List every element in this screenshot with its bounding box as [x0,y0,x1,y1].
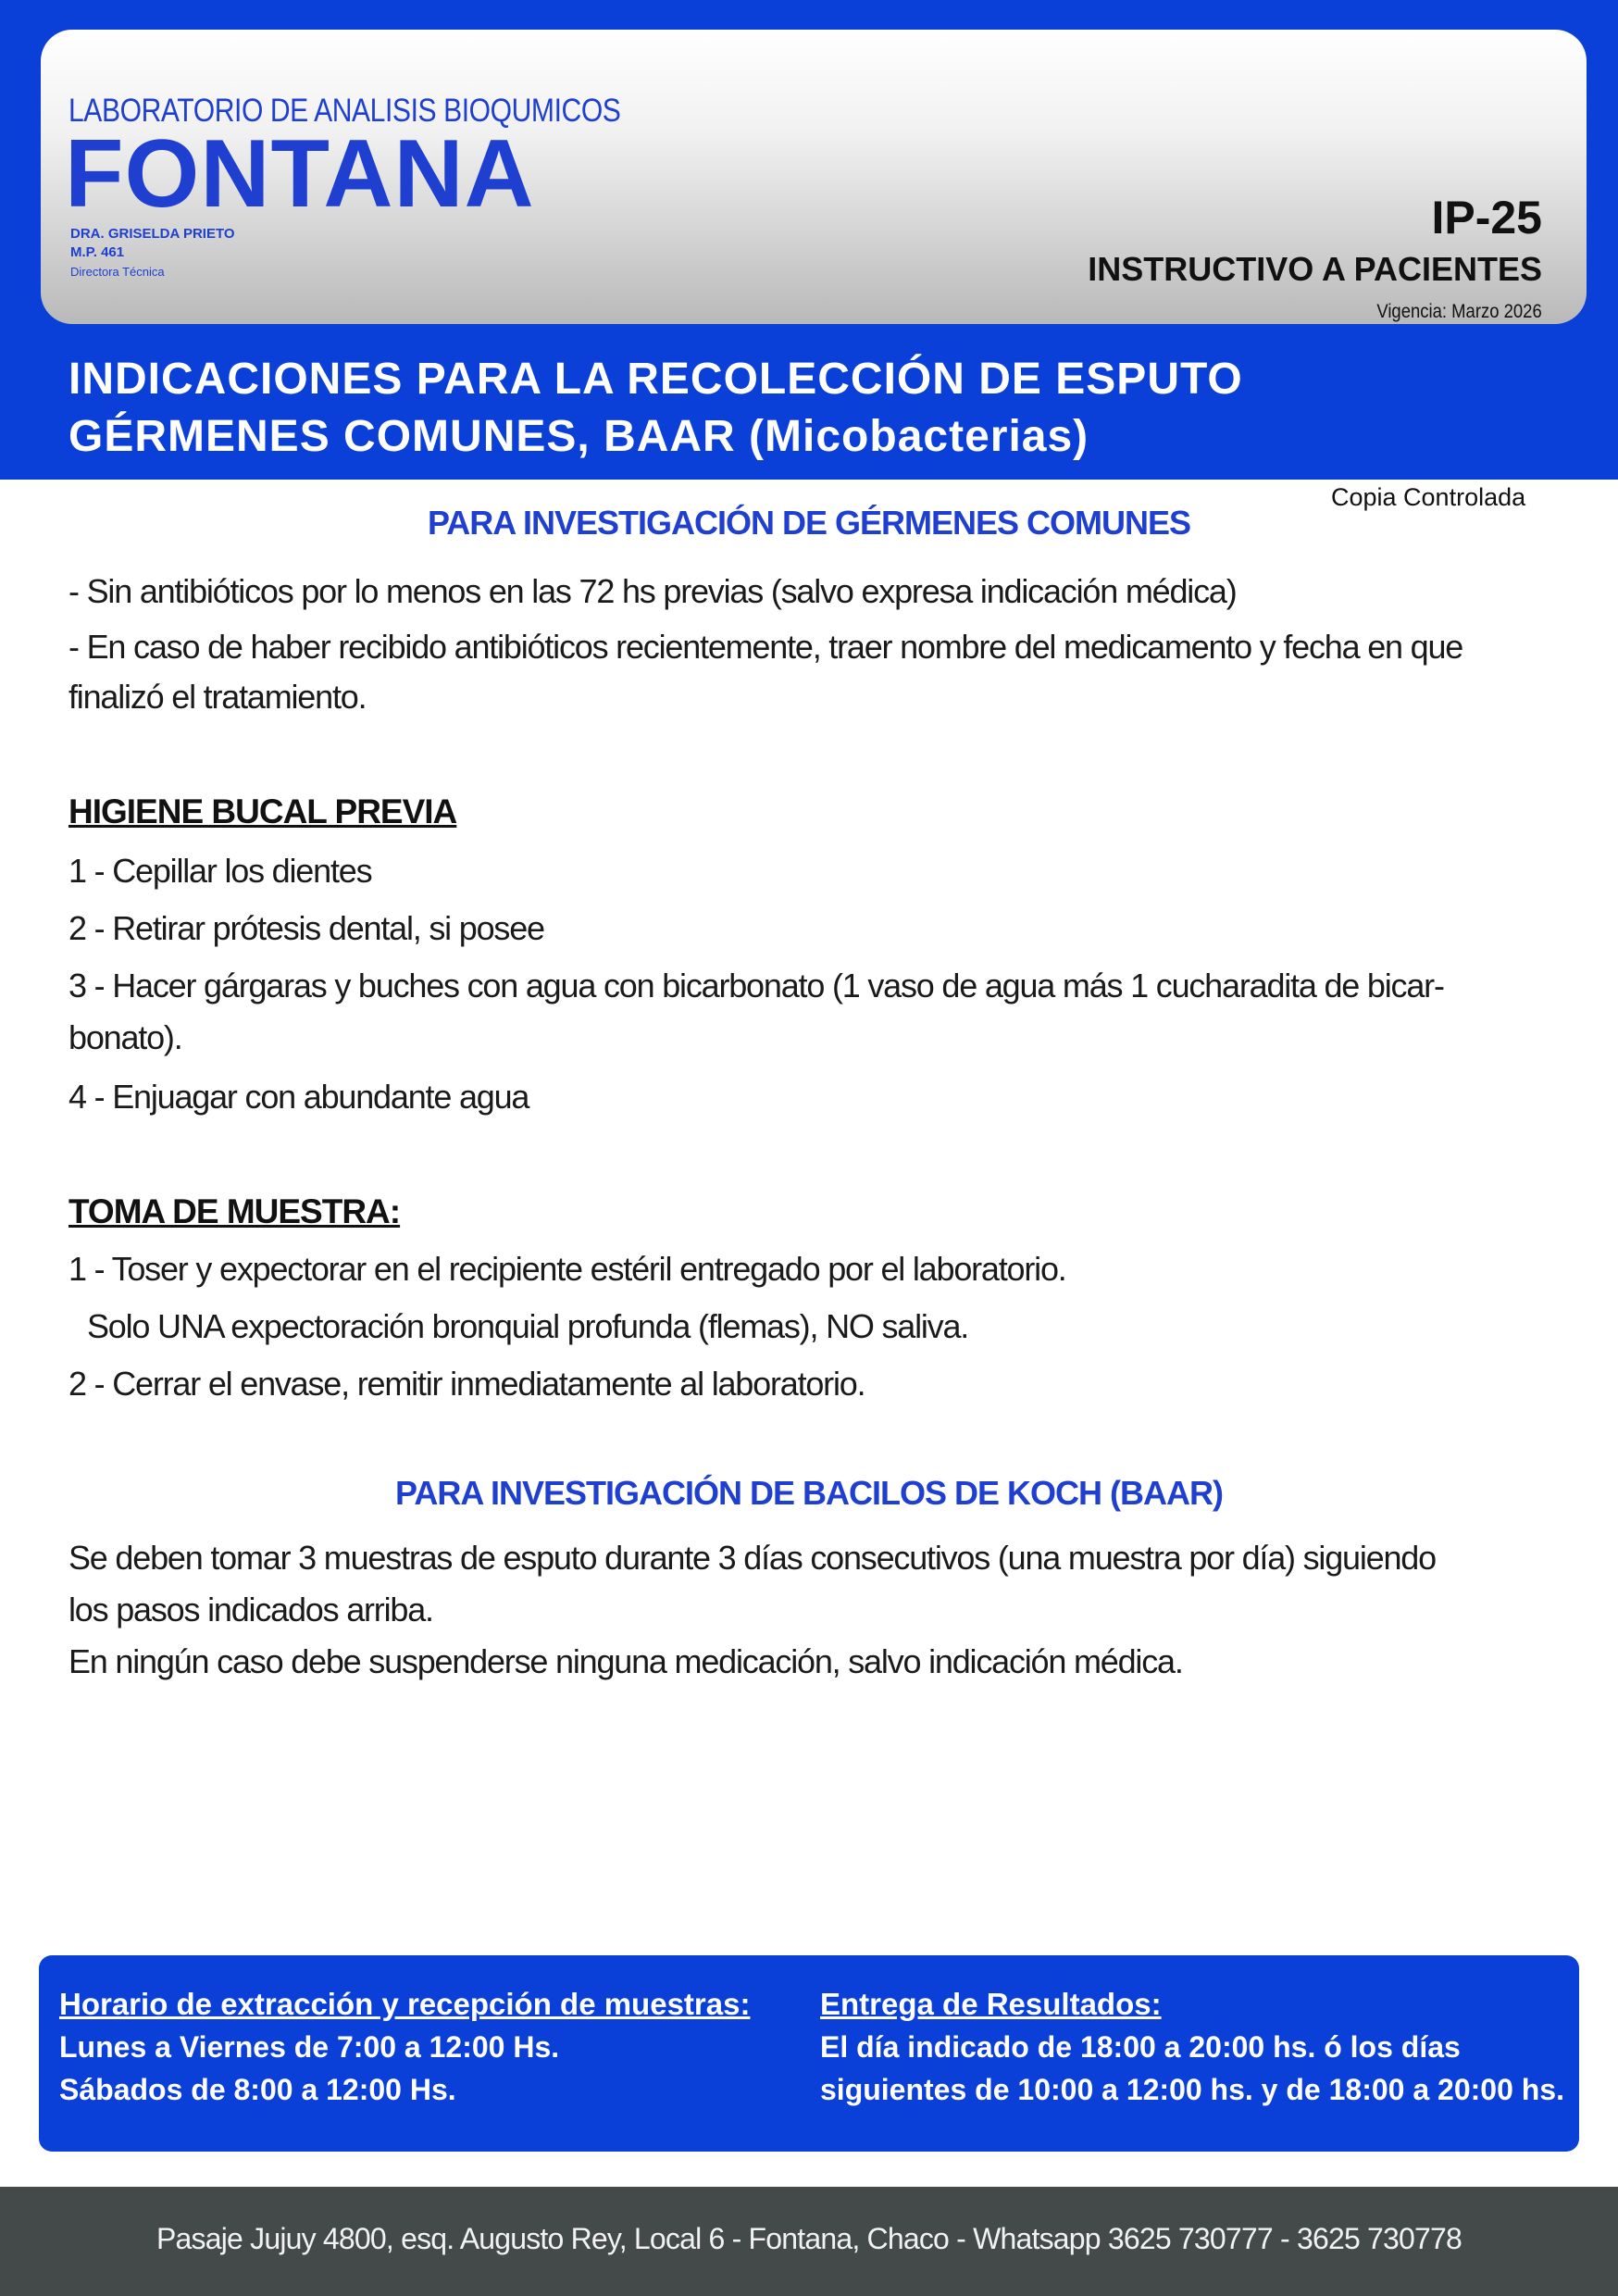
sample-hours-column [59,1983,750,2111]
document-type: INSTRUCTIVO A PACIENTES [1088,250,1542,288]
sample-step: Solo UNA expectoración bronquial profunda (flemas), NO saliva. [87,1307,969,1345]
sample-step: 2 - Cerrar el envase, remitir inmediatamente al laboratorio. [68,1365,865,1403]
section-heading-koch: PARA INVESTIGACIÓN DE BACILOS DE KOCH (BAAR) [394,1474,1224,1512]
koch-instruction-line: los pasos indicados arriba. [68,1591,433,1628]
instruction-line: - Sin antibióticos por lo menos en las 72 hs previas (salvo expresa indicación médica) [68,572,1237,610]
page-title-line-2: GÉRMENES COMUNES, BAAR (Micobacterias) [68,412,1089,461]
header-card [41,30,1587,324]
director-license: M.P. 461 [70,244,125,260]
koch-instruction-line: Se deben tomar 3 muestras de esputo durante 3 días consecutivos (una muestra por día) siguiendo [68,1539,1436,1577]
koch-instruction-line: En ningún caso debe suspenderse ninguna medicación, salvo indicación médica. [68,1642,1183,1680]
document-code: IP-25 [1431,192,1542,243]
results-hours-title: Entrega de Resultados: [820,1987,1162,2021]
sample-hours-line: Lunes a Viernes de 7:00 a 12:00 Hs. [59,2030,560,2064]
footer-bar [0,2187,1618,2296]
document-validity: Vigencia: Marzo 2026 [1376,301,1542,322]
copy-note: Copia Controlada [1331,483,1526,511]
results-hours-line: siguientes de 10:00 a 12:00 hs. y de 18:00 a 20:00 hs. [820,2073,1564,2106]
results-hours-column [820,1983,1564,2111]
instruction-line: finalizó el tratamiento. [68,678,367,716]
hygiene-step: 3 - Hacer gárgaras y buches con agua con bicarbonato (1 vaso de agua más 1 cucharadita de bicar- [68,967,1444,1004]
section-heading-common-germs: PARA INVESTIGACIÓN DE GÉRMENES COMUNES [427,504,1191,542]
sample-hours-line: Sábados de 8:00 a 12:00 Hs. [59,2073,456,2106]
hygiene-step: 4 - Enjuagar con abundante agua [68,1078,529,1116]
director-role: Directora Técnica [70,265,165,279]
lab-name: LABORATORIO DE ANALISIS BIOQUMICOS [68,93,621,129]
hygiene-heading: HIGIENE BUCAL PREVIA [68,792,457,830]
page-title-line-1: INDICACIONES PARA LA RECOLECCIÓN DE ESPUTO [68,355,1243,404]
header-band [0,0,1618,480]
sample-step: 1 - Toser y expectorar en el recipiente estéril entregado por el laboratorio. [68,1250,1066,1288]
hygiene-step: bonato). [68,1018,182,1056]
schedule-box [39,1955,1579,2152]
director-name: DRA. GRISELDA PRIETO [70,226,235,242]
hygiene-step: 2 - Retirar prótesis dental, si posee [68,909,544,947]
sample-hours-title: Horario de extracción y recepción de muestras: [59,1987,751,2021]
results-hours-line: El día indicado de 18:00 a 20:00 hs. ó los días [820,2030,1461,2064]
brand-logo-text: FONTANA [65,120,535,228]
sample-heading: TOMA DE MUESTRA: [68,1192,401,1230]
instruction-line: - En caso de haber recibido antibióticos recientemente, traer nombre del medicamento y fecha en que [68,628,1463,666]
footer-address: Pasaje Jujuy 4800, esq. Augusto Rey, Local 6 - Fontana, Chaco - Whatsapp 3625 730777 - 3625 730778 [156,2222,1462,2255]
hygiene-step: 1 - Cepillar los dientes [68,852,372,890]
